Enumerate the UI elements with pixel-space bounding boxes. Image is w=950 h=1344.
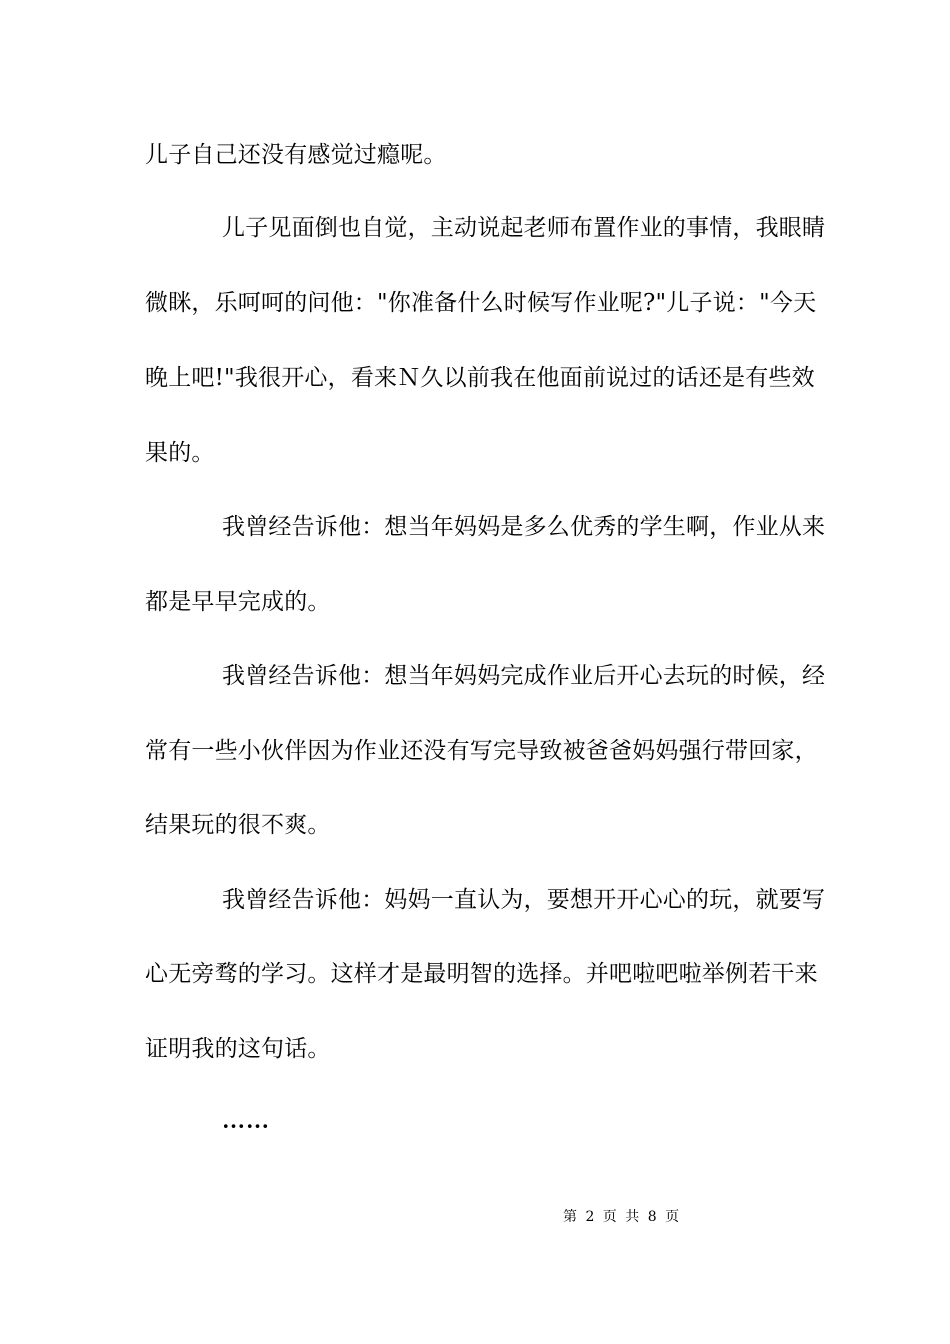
paragraph-3-line-1: 我曾经告诉他：想当年妈妈是多么优秀的学生啊，作业从来 bbox=[222, 514, 826, 540]
paragraph-2-line-4: 果的。 bbox=[145, 440, 215, 466]
paragraph-5-line-2: 心无旁骛的学习。这样才是最明智的选择。并吧啦吧啦举例若干来 bbox=[145, 961, 818, 987]
paragraph-4-line-1: 我曾经告诉他：想当年妈妈完成作业后开心去玩的时候，经 bbox=[222, 663, 826, 689]
paragraph-2-line-3: 晚上吧!"我很开心，看来Ｎ久以前我在他面前说过的话还是有些效 bbox=[145, 365, 815, 391]
paragraph-2-line-1: 儿子见面倒也自觉，主动说起老师布置作业的事情，我眼睛 bbox=[222, 215, 826, 241]
paragraph-1-line-1: 儿子自己还没有感觉过瘾呢。 bbox=[145, 142, 447, 168]
paragraph-5-line-3: 证明我的这句话。 bbox=[145, 1036, 331, 1062]
paragraph-3-line-2: 都是早早完成的。 bbox=[145, 589, 331, 615]
paragraph-4-line-2: 常有一些小伙伴因为作业还没有写完导致被爸爸妈妈强行带回家， bbox=[145, 738, 818, 764]
paragraph-2-line-2: 微眯，乐呵呵的问他："你准备什么时候写作业呢?"儿子说："今天 bbox=[145, 290, 817, 316]
paragraph-5-line-1: 我曾经告诉他：妈妈一直认为，要想开开心心的玩，就要写 bbox=[222, 887, 826, 913]
paragraph-4-line-3: 结果玩的很不爽。 bbox=[145, 812, 331, 838]
ellipsis-line: …… bbox=[222, 1108, 270, 1133]
page-number-footer: 第 2 页 共 8 页 bbox=[563, 1209, 682, 1225]
